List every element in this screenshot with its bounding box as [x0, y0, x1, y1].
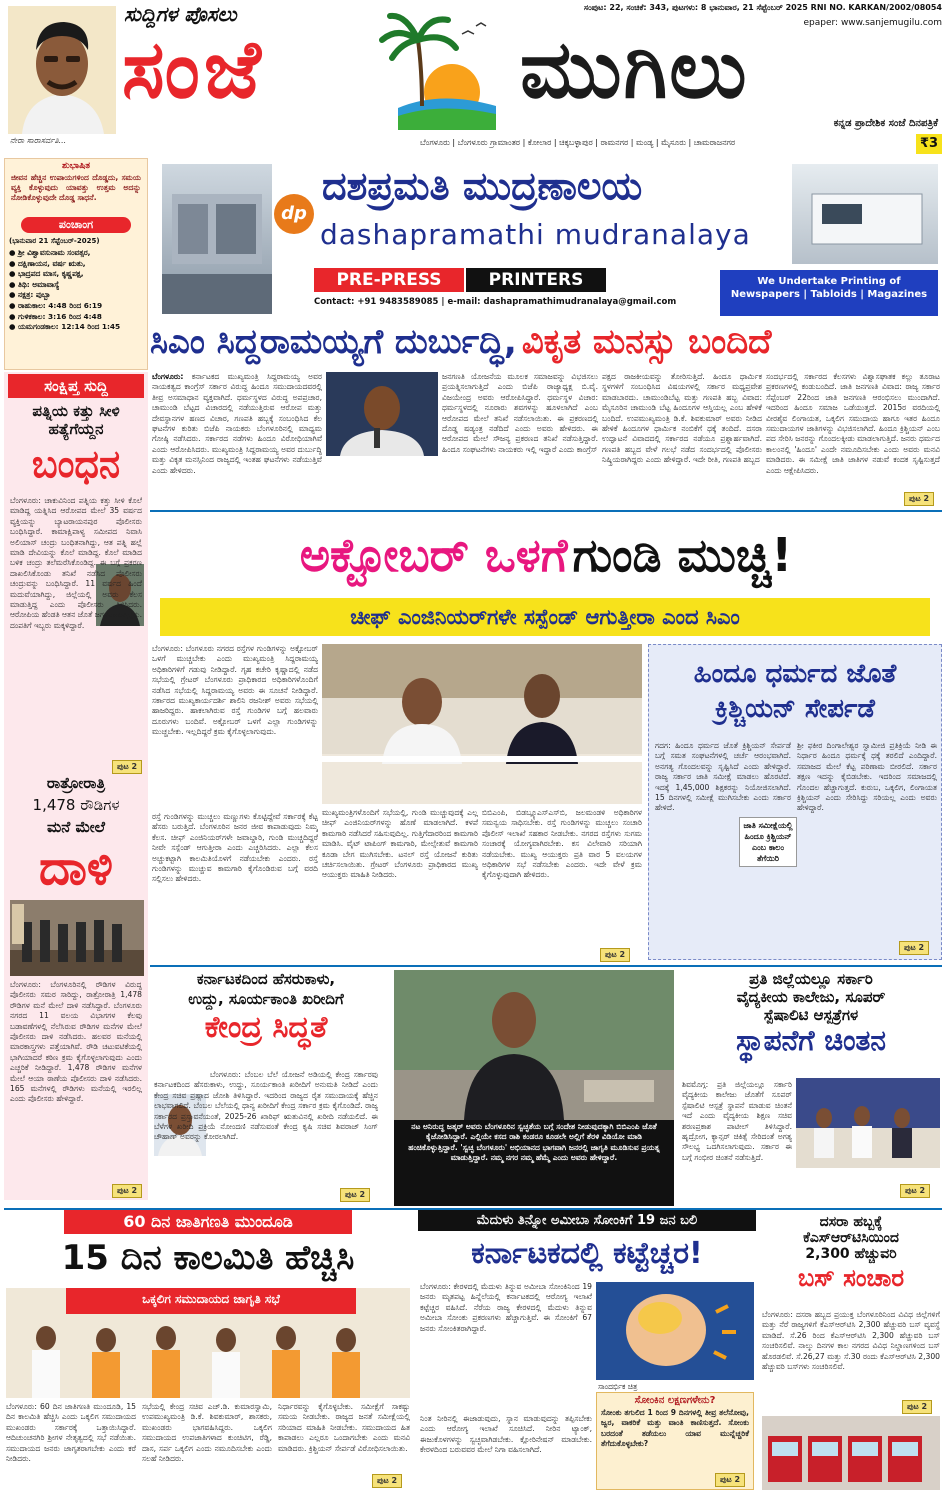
amoeba-col-2: ನಿಂತ ನೀರಿನಲ್ಲಿ ಈಜಾಡುವುದು, ಸ್ನಾನ ಮಾಡುವುದನ್ನು ತಪ್ಪಿಸಬೇಕು ಎಂದು ಆರೋಗ್ಯ ಇಲಾಖೆ ಸೂಚಿಸಿದೆ. ನೀರಿನ ಟ್ಯಾಂಕ್, ಈಜುಕೊಳಗಳನ್ನು ಸ್ವಚ್ಛವಾಗಿಡಬೇಕು. ಕ್ಲೋರಿನೇಷನ್ ಮಾಡಬೇಕು. ಕೇರಳದಿಂದ ಬರುವವರ ಮೇಲೆ ನಿಗಾ ವಹಿಸಲಾಗಿದೆ.	[420, 1414, 592, 1455]
dasara-story	[760, 1210, 942, 1491]
dasara-jump[interactable]: ಪುಟ 2	[902, 1400, 932, 1414]
panchanga-item: ● ಗುಳಿಕಕಾಲ: 3:16 ರಿಂದ 4:48	[9, 311, 102, 321]
ad-logo-dp: dp	[274, 194, 314, 234]
main-col-2: ರಸ್ತೆ ಗುಂಡಿಗಳನ್ನು ಮುಚ್ಚಲು ಮಣ್ಣುಗಳು ಕೊಟ್ಟಿದ್ದೇವೆ ಸರ್ಕಾರಕ್ಕೆ ಕೆಟ್ಟ ಹೆಸರು ಬರುತ್ತಿದೆ. ಬೆಂಗಳೂರಿನ ಜನರ ಜೀವ ಕಾಪಾಡುವುದು ನಿಮ್ಮ ಕೆಲಸ. ಚೀಫ್ ಎಂಜಿನಿಯರ್‌ಗಳೇ ಜವಾಬ್ದಾರಿ, ಗುಂಡಿ ಮುಚ್ಚದಿದ್ದರೆ ನೀವೇ ಸಸ್ಪೆಂಡ್ ಆಗುತ್ತೀರಾ ಎಂದು ಎಚ್ಚರಿಸಿದರು. ಎಲ್ಲಾ ಕೆಲಸ ಅಚ್ಚುಕಟ್ಟಾಗಿ ಕಾಲಮಿತಿಯೊಳಗೆ ನಡೆಯಬೇಕು ಎಂದರು. ರಸ್ತೆ ಗುಂಡಿಗಳನ್ನು ಮುಚ್ಚುವ ಕಾಮಗಾರಿ ಕೈಗೊಂಡಿರುವ ಬಗ್ಗೆ ವರದಿ ಸಲ್ಲಿಸಲು ಹೇಳಿದರು.	[152, 812, 318, 884]
christian-jump[interactable]: ಪುಟ 2	[899, 941, 929, 955]
epaper-link[interactable]: epaper: www.sanjemugilu.com	[803, 18, 942, 28]
issue-meta: ಸಂಪುಟ: 22, ಸಂಚಿಕೆ: 343, ಪುಟಗಳು: 8 ಭಾನುವಾರ, 21 ಸೆಪ್ಟೆಂಬರ್ 2025 RNI NO. KARKAN/2002/08054	[583, 3, 942, 12]
main-subhead: ಚೀಫ್ ಎಂಜಿನಿಯರ್‌ಗಳೇ ಸಸ್ಪೆಂಡ್ ಆಗುತ್ತೀರಾ ಎಂದ ಸಿಎಂ	[160, 598, 930, 636]
amoeba-banner: ಮೆದುಳು ತಿನ್ನೋ ಅಮೀಬಾ ಸೋಂಕಿಗೆ 19 ಜನ ಬಲಿ	[418, 1210, 756, 1231]
panchanga-list	[5, 248, 147, 333]
bus-photo	[762, 1416, 940, 1490]
lead-headline-b: ವಿಕೃತ ಮನಸ್ಸು ಬಂದಿದೆ	[521, 322, 772, 362]
brief-header: ಸಂಕ್ಷಿಪ್ತ ಸುದ್ದಿ	[8, 374, 144, 398]
masthead-title-left: ಸಂಜೆ	[122, 23, 265, 116]
census-photo	[6, 1288, 410, 1398]
dasara-text: ಬೆಂಗಳೂರು: ದಸರಾ ಹಬ್ಬದ ಪ್ರಯುಕ್ತ ಬೆಂಗಳೂರಿನಿಂದ ವಿವಿಧ ಜಿಲ್ಲೆಗಳಿಗೆ ಮತ್ತು ನೆರೆ ರಾಜ್ಯಗಳಿಗೆ ಕೆಎಸ್‌ಆರ್‌ಟಿಸಿ 2,300 ಹೆಚ್ಚುವರಿ ಬಸ್ ವ್ಯವಸ್ಥೆ ಮಾಡಿದೆ. ಸೆ.26 ರಿಂದ ಕೆಎಸ್‌ಆರ್‌ಟಿಸಿ 2,300 ಹೆಚ್ಚುವರಿ ಬಸ್ ಸಂಚರಿಸಲಿವೆ. ನಾಲ್ಕು ದಿನಗಳ ಕಾಲ ನಗರದ ವಿವಿಧ ನಿಲ್ದಾಣಗಳಿಂದ ಬಸ್ ಹೊರಡಲಿವೆ. ಸೆ.26,27 ಮತ್ತು ಸೆ.30 ರಂದು ಕೆಎಸ್‌ಆರ್‌ಟಿಸಿ 2,300 ಹೆಚ್ಚುವರಿ ಬಸ್‌ಗಳು ಸಂಚರಿಸಲಿವೆ.	[762, 1310, 940, 1372]
brief-s2-text: ಬೆಂಗಳೂರು: ಬೆಂಗಳೂರಿನಲ್ಲಿ ರೌಡಿಗಳ ವಿರುದ್ಧ ಪೊಲೀಸರು ಸಮರ ಸಾರಿದ್ದು, ರಾತ್ರೋರಾತ್ರಿ 1,478 ರೌಡಿಗಳ ಮನೆ ಮೇಲೆ ದಾಳಿ ನಡೆಸಿದ್ದಾರೆ. ಬೆಂಗಳೂರು ನಗರದ 11 ವಲಯ ವಿಭಾಗಗಳ ಕೆಲವು ಬಡಾವಣೆಗಳಲ್ಲಿ ನೆಲೆಸಿರುವ ರೌಡಿಗಳ ಮನೆಗಳ ಮೇಲೆ ಪೊಲೀಸರು ದಾಳಿ ನಡೆಸಿದರು. ಹಲವರ ಮನೆಯಲ್ಲಿ ಮಾರಕಾಸ್ತ್ರಗಳು ಪತ್ತೆಯಾಗಿವೆ. ರೌಡಿ ಚಟುವಟಿಕೆಯಲ್ಲಿ ಭಾಗಿಯಾದರೆ ಕಠಿಣ ಕ್ರಮ ಕೈಗೊಳ್ಳಲಾಗುವುದು ಎಂದು ಎಚ್ಚರಿಕೆ ನೀಡಿದ್ದಾರೆ. 1,478 ರೌಡಿಗಳ ಮನೆಗಳ ಮೇಲೆ ಆಯಾ ಠಾಣೆಯ ಪೊಲೀಸರು ದಾಳಿ ನಡೆಸಿದರು. 165 ಮನೆಗಳಲ್ಲಿ ರೌಡಿಗಳು ಮನೆಯಲ್ಲಿ ಇರಲಿಲ್ಲ ಎಂದು ಪೊಲೀಸರು ಹೇಳಿದ್ದಾರೆ.	[10, 980, 142, 1104]
masthead-tagline: ಸುದ್ದಿಗಳ ಪೊಸಲು	[124, 2, 237, 26]
brief-s1-head-a: ಪತ್ನಿಯ ಕತ್ತು ಸೀಳಿ	[32, 402, 120, 420]
christian-quote: ಜಾತಿ ಸಮೀಕ್ಷೆಯಲ್ಲಿ ಹಿಂದೂ ಕ್ರಿಶ್ಚಿಯನ್ ಎಂಬ ಕಾಲಂ ತೆಗೆಯಿರಿ	[739, 817, 797, 867]
divider	[150, 965, 942, 967]
brief-s1-jump[interactable]: ಪುಟ 2	[112, 760, 142, 774]
ad-machine-photo-right	[792, 164, 938, 264]
photo-story	[394, 970, 674, 1206]
centre-story	[150, 970, 382, 1206]
dasara-headline-c: 2,300 ಹೆಚ್ಚುವರಿ	[805, 1246, 897, 1262]
christian-headline-b: ಕ್ರಿಶ್ಚಿಯನ್ ಸೇರ್ಪಡೆ	[715, 694, 875, 724]
centre-headline-b: ಉದ್ದು, ಸೂರ್ಯಕಾಂತಿ ಖರೀದಿಗೆ	[188, 990, 344, 1008]
panchanga-date: (ಭಾನುವಾರ 21 ಸೆಪ್ಟೆಂಬರ್-2025)	[9, 237, 100, 245]
amoeba-headline: ಕರ್ನಾಟಕದಲ್ಲಿ ಕಟ್ಟೆಚ್ಚರ!	[471, 1236, 703, 1271]
ad-title-english: dashapramathi mudranalaya	[320, 218, 751, 251]
amoeba-illustration	[596, 1282, 754, 1380]
centre-headline-c: ಕೇಂದ್ರ ಸಿದ್ಧತೆ	[204, 1010, 328, 1045]
amoeba-col-1: ಬೆಂಗಳೂರು: ಕೇರಳದಲ್ಲಿ ಮೆದುಳು ತಿನ್ನುವ ಅಮೀಬಾ ಸೋಂಕಿನಿಂದ 19 ಜನರು ಮೃತಪಟ್ಟ ಹಿನ್ನೆಲೆಯಲ್ಲಿ ಕರ್ನಾಟಕದಲ್ಲಿ ಆರೋಗ್ಯ ಇಲಾಖೆ ಕಟ್ಟೆಚ್ಚರ ವಹಿಸಿದೆ. ನೆರೆಯ ರಾಜ್ಯ ಕೇರಳದಲ್ಲಿ ಮೆದುಳು ತಿನ್ನುವ ಅಮೀಬಾ ಸೋಂಕು ಪ್ರಕರಣಗಳು ಹೆಚ್ಚಾಗುತ್ತಿವೆ. ಈ ಸೋಂಕಿಗೆ 67 ಜನರು ಸೋಂಕಿತರಾಗಿದ್ದಾರೆ.	[420, 1282, 592, 1333]
brief-s1-head-b: ಹತ್ಯೆಗೆಯ್ದನ	[48, 420, 104, 438]
ad-machine-photo-left	[162, 164, 272, 314]
brief-s2-jump[interactable]: ಪುಟ 2	[112, 1184, 142, 1198]
centre-text: ಬೆಂಗಳೂರು: ಬೆಂಬಲ ಬೆಲೆ ಯೋಜನೆ ಅಡಿಯಲ್ಲಿ ಕೇಂದ್ರ ಸರ್ಕಾರವು ಕರ್ನಾಟಕದಿಂದ ಹೆಸರುಕಾಳು, ಉದ್ದು, ಸೂರ್ಯಕಾಂತಿ ಖರೀದಿಗೆ ಅನುಮತಿ ನೀಡಿದೆ ಎಂದು ಕೇಂದ್ರ ಸಚಿವ ಪ್ರಹ್ಲಾದ ಜೋಶಿ ತಿಳಿಸಿದ್ದಾರೆ. ಇದರಿಂದ ರಾಜ್ಯದ ರೈತ ಸಮುದಾಯಕ್ಕೆ ಹೆಚ್ಚಿನ ಲಾಭವಾಗಲಿದೆ. ಬೆಂಬಲ ಬೆಲೆಯಲ್ಲಿ ಧಾನ್ಯ ಖರೀದಿಗೆ ಕೇಂದ್ರ ಸರ್ಕಾರ ಕ್ರಮ ಕೈಗೊಂಡಿದೆ. ರಾಜ್ಯ ಸರ್ಕಾರದ ಪ್ರಸ್ತಾವನೆಯಂತೆ, 2025-26 ಖಾರಿಫ್ ಋತುವಿನಲ್ಲಿ ಖರೀದಿ ನಡೆಯಲಿದೆ. ಈ ಬೆಳೆಗಳ ಖರೀದಿ ಪ್ರಕ್ರಿಯೆ ನೋಂದಣಿ ನಡೆಸುವಂತೆ ಕೇಂದ್ರ ಕೃಷಿ ಸಚಿವ ಶಿವರಾಜ್ ಸಿಂಗ್ ಚೌಹಾಣ್ ಅವರನ್ನು ಕೋರಲಾಗಿದೆ.	[154, 1070, 378, 1142]
brief-s1-text: ಬೆಂಗಳೂರು: ಚಾಕುವಿನಿಂದ ಪತ್ನಿಯ ಕತ್ತು ಸೀಳಿ ಕೊಲೆ ಮಾಡಿದ್ದ ಯತ್ನಿಸಿದ ಆರೋಪದ ಮೇಲೆ 35 ವರ್ಷದ ವ್ಯಕ್ತಿಯನ್ನು ಬ್ಯಾಟರಾಯನಪುರ ಪೊಲೀಸರು ಬಂಧಿಸಿದ್ದಾರೆ. ಕಾಮಾಕ್ಷಿಪಾಳ್ಯ ಸಮೀಪದ ನಿವಾಸಿ ಅಲಿಯಾಸ್ ಚಂದ್ರು ಬಂಧಿತನಾಗಿದ್ದು, ಆತ ಪತ್ನಿ ಹಲ್ಲೆ ಮಾಡಿ ದೇವಿಯನ್ನು ಕೊಲೆ ಮಾಡಿದ್ದ. ಕೊಲೆ ಮಾಡಿದ ಬಳಿಕ ಚಂದ್ರು ತಲೆಮರೆಸಿಕೊಂಡಿದ್ದ. ಈ ಬಗ್ಗೆ ಪ್ರಕರಣ ದಾಖಲಿಸಿಕೊಂಡು ತನಿಖೆ ನಡೆಸಿದ ಪೊಲೀಸರು ಚಂದ್ರುವನ್ನು ಬಂಧಿಸಿದ್ದಾರೆ. 11 ವರ್ಷದ ಹಿಂದೆ ಮದುವೆಯಾಗಿದ್ದು, ಜಿಲ್ಲೆಯಲ್ಲಿ ಅವರು ಕೆಲಸ ಮಾಡುತ್ತಿದ್ದ ಎಂದು ಪೊಲೀಸರು ತಿಳಿಸಿದರು. ಆರೋಪಿಯ ಹೆಂಡತಿ ಆತನ ಜೊತೆ ಜಗಳವಾಡುತ್ತಿದ್ದರು. ದಂಪತಿಗೆ ಇಬ್ಬರು ಮಕ್ಕಳಿದ್ದಾರೆ.	[10, 496, 142, 630]
ad-title-kannada: ದಶಪ್ರಮತಿ ಮುದ್ರಣಾಲಯ	[322, 164, 643, 208]
main-headline-a: ಅಕ್ಟೋಬರ್ ಒಳಗೆ	[299, 528, 568, 582]
medical-jump[interactable]: ಪುಟ 2	[900, 1184, 930, 1198]
census-col-3: ನಿರ್ಧಾರವನ್ನು ಕೈಗೊಳ್ಳಬೇಕು. ಸಮೀಕ್ಷೆಗೆ ಸಾಕಷ್ಟು ಸಮಯ ನೀಡಬೇಕು. ರಾಜ್ಯದ ಜನತೆ ಸಮೀಕ್ಷೆಯಲ್ಲಿ ಸರಿಯಾದ ಮಾಹಿತಿ ನೀಡಬೇಕು. ಸಮುದಾಯದ ಹಿತ ಕಾಪಾಡಲು ಎಲ್ಲರೂ ಒಂದಾಗಬೇಕು ಎಂದು ಮನವಿ ಮಾಡಿದರು. ಕ್ರಿಶ್ಚಿಯನ್ ಸೇರ್ಪಡೆ ವಿರೋಧಿಸಲಾಯಿತು.	[278, 1402, 410, 1453]
ad-tag-printers: PRINTERS	[466, 268, 606, 292]
price-badge: ₹3	[916, 134, 942, 154]
dasara-headline-d: ಬಸ್ ಸಂಚಾರ	[797, 1264, 905, 1292]
dasara-headline-b: ಕೆಎಸ್‌ಆರ್‌ಟಿಸಿಯಿಂದ	[803, 1230, 899, 1246]
census-story	[4, 1210, 412, 1491]
symptoms-box	[596, 1392, 754, 1490]
brief-s2-head-b: 1,478 ರೌಡಿಗಳ	[32, 796, 120, 814]
masthead	[0, 0, 945, 158]
ad-blue-line2: Newspapers | Tabloids | Magazines	[730, 289, 928, 300]
medical-headline-c: ಸ್ಪೆಷಾಲಿಟಿ ಆಸ್ಪತ್ರೆಗಳ	[763, 1006, 859, 1024]
main-photo	[322, 644, 642, 804]
city-list: ಬೆಂಗಳೂರು | ಬೆಂಗಳೂರು ಗ್ರಾಮಾಂತರ | ಕೋಲಾರ | ಚಿಕ್ಕಬಳ್ಳಾಪುರ | ರಾಮನಗರ | ಮಂಡ್ಯ | ಮೈಸೂರು | ಚಾಮರಾಜನಗರ	[420, 138, 736, 147]
brief-s2-big: ದಾಳಿ	[38, 840, 114, 896]
lead-jump-badge[interactable]: ಪುಟ 2	[904, 492, 934, 506]
census-col-1: ಬೆಂಗಳೂರು: 60 ದಿನ ಜಾತಿಗಣತಿ ಮುಂದೂಡಿ, 15 ದಿನ ಕಾಲಮಿತಿ ಹೆಚ್ಚಿಸಿ ಎಂದು ಒಕ್ಕಲಿಗ ಸಮುದಾಯದ ಮುಖಂಡರು ಸರ್ಕಾರಕ್ಕೆ ಒತ್ತಾಯಿಸಿದ್ದಾರೆ. ಆದಿಚುಂಚನಗಿರಿ ಶ್ರೀಗಳ ನೇತೃತ್ವದಲ್ಲಿ ಸಭೆ ನಡೆಯಿತು. ಸಮುದಾಯದ ಜನರು ಜಾಗೃತರಾಗಬೇಕು ಎಂದು ಕರೆ ನೀಡಿದರು.	[6, 1402, 136, 1464]
brief-box	[4, 372, 148, 1200]
symptoms-heading: ಸೋಂಕಿನ ಲಕ್ಷಣಗಳೇನು?	[634, 1395, 716, 1406]
census-banner: 60 ದಿನ ಜಾತಿಗಣತಿ ಮುಂದೂಡಿ	[64, 1210, 352, 1234]
lead-col-2: ಜನಗಣತಿ ಯೋಜನೆಯ ಮೂಲಕ ಸಮಾಜವನ್ನು ವಿಭಜಿಸಲು ಪ್ರಯತ್ನಿಸಲಾಗುತ್ತಿದೆ ಎಂದು ಬಿಜೆಪಿ ರಾಜ್ಯಾಧ್ಯಕ್ಷ ಬಿ.ವೈ. ವಿಜಯೇಂದ್ರ ಅವರು ಆರೋಪಿಸಿದ್ದಾರೆ. ಧರ್ಮಸ್ಥಳ ವಿಚಾರ: ಧರ್ಮಸ್ಥಳದಲ್ಲಿ ನೂರಾರು ಶವಗಳನ್ನು ಹೂಳಲಾಗಿದೆ ಎಂಬ ಆರೋಪದ ಮೇಲೆ ತನಿಖೆ ನಡೆಸಲಾಯಿತು. ಈ ಪ್ರಕರಣದಲ್ಲಿ ದೊಡ್ಡ ಷಡ್ಯಂತ್ರ ನಡೆದಿದೆ ಎಂದು ಅವರು ಹೇಳಿದರು. ಈ ಆರೋಪದ ಮೇಲೆ ಸೌಜನ್ಯ ಪ್ರಕರಣದ ತನಿಖೆ ನಡೆಸುತ್ತಿದ್ದಾರೆ. ಹಿಂದೂ ಸಂಘಟನೆಗಳು ನಾಯಕರು ಇಲ್ಲಿ ಇದ್ದಾರೆ ಎಂದು ಕಾಂಗ್ರೆಸ್	[442, 372, 598, 454]
panchanga-item: ● ರಾಹುಕಾಲ: 4:48 ರಿಂದ 6:19	[9, 300, 103, 310]
masthead-subtitle: ಕನ್ನಡ ಪ್ರಾದೇಶಿಕ ಸಂಜೆ ದಿನಪತ್ರಿಕೆ	[833, 118, 938, 129]
centre-headline-a: ಕರ್ನಾಟಕದಿಂದ ಹೆಸರುಕಾಳು,	[196, 970, 336, 988]
ad-blue-line1: We Undertake Printing of	[757, 276, 901, 287]
ad-blue-box	[720, 270, 938, 316]
panchanga-item: ● ನಕ್ಷತ್ರ: ಪುಬ್ಬಾ	[9, 290, 51, 300]
panchanga-item: ● ಶ್ರೀ ವಿಶ್ವಾವಸುನಾಮ ಸಂವತ್ಸರ,	[9, 248, 91, 257]
christian-col-1: ಗದಗ: ಹಿಂದೂ ಧರ್ಮದ ಜೊತೆ ಕ್ರಿಶ್ಚಿಯನ್ ಸೇರ್ಪಡೆ ಬಗ್ಗೆ ಸಮತ ಸಂಘಟನೆಗಳಲ್ಲಿ ಚರ್ಚೆ ಆರಂಭವಾಗಿದೆ. ಅನಗತ್ಯ ಗೊಂದಲವನ್ನು ಸೃಷ್ಟಿಸಿದೆ ಎಂದು ಹೇಳಿದ್ದಾರೆ. ರಾಜ್ಯ ಸರ್ಕಾರ ಜಾತಿ ಸಮೀಕ್ಷೆ ಮಾಡಲು ಹೊರಟಿದೆ. ಇದಕ್ಕೆ 1,45,000 ಶಿಕ್ಷಕರನ್ನು ನಿಯೋಜಿಸಲಾಗಿದೆ. 15 ದಿನಗಳಲ್ಲಿ ಸಮೀಕ್ಷೆ ಮುಗಿಸಬೇಕು ಎಂದು ಸರ್ಕಾರ ಹೇಳಿದೆ.	[655, 741, 791, 813]
medical-headline-d: ಸ್ಥಾಪನೆಗೆ ಚಿಂತನ	[736, 1024, 886, 1057]
main-col-3: ಮುಖ್ಯಮಂತ್ರಿಗಳೊಂದಿಗೆ ಸಭೆಯಲ್ಲಿ, ಗುಂಡಿ ಮುಚ್ಚುವುದಕ್ಕೆ ಎಲ್ಲ ಚೀಫ್ ಎಂಜಿನಿಯರ್‌ಗಳನ್ನು ಹೊಣೆ ಮಾಡಲಾಗಿದೆ. ಕಳಪೆ ಕಾಮಗಾರಿ ನಡೆಸಿದರೆ ಸಹಿಸುವುದಿಲ್ಲ. ಗುತ್ತಿಗೆದಾರರಿಂದ ಕಾಮಗಾರಿ ಮಾಡಿಸಿ. ವೈಟ್ ಟಾಪಿಂಗ್ ಕಾಮಗಾರಿ, ಮೇಲ್ಸೇತುವೆ ಕಾಮಗಾರಿ ಕೂಡಾ ಬೇಗ ಮುಗಿಸಬೇಕು. ಟನಲ್ ರಸ್ತೆ ಯೋಜನೆ ಕುರಿತು ಚರ್ಚಿಸಲಾಯಿತು. ಗ್ರೇಟರ್ ಬೆಂಗಳೂರು ಪ್ರಾಧಿಕಾರದ ಮುಖ್ಯ ಆಯುಕ್ತರು ಮಾಹಿತಿ ನೀಡಿದರು.	[322, 808, 478, 880]
amoeba-jump[interactable]: ಪುಟ 2	[715, 1473, 745, 1487]
amoeba-caption: ಸಾಂದರ್ಭಿಕ ಚಿತ್ರ	[598, 1382, 638, 1391]
panchanga-item: ● ಯಮಗಂಡಕಾಲ: 12:14 ರಿಂದ 1:45	[9, 322, 121, 332]
brief-s2-head-c: ಮನೆ ಮೇಲೆ	[47, 818, 105, 836]
actor-photo	[394, 970, 674, 1120]
panchanga-item: ● ಭಾದ್ರಪದ ಮಾಸ, ಕೃಷ್ಣಪಕ್ಷ,	[9, 269, 84, 279]
divider	[150, 510, 942, 512]
signature: ನೇರಾ ಸಾರಾಸರ್ವತಿ...	[10, 136, 67, 145]
brief-s2-photo	[10, 900, 144, 976]
photo-caption: ನಟ ಅನಿರುದ್ಧ ಜತ್ಕರ್ ಅವರು ಬೆಂಗಳೂರಿನ ಸ್ವಚ್ಛತೆಯ ಬಗ್ಗೆ ಸಂದೇಶ ನೀಡುವುದಕ್ಕಾಗಿ ಬಿಬಿಎಂಪಿ ಜೊತೆ ಕೈಜೋಡಿಸಿದ್ದಾರೆ. ಎಲ್ಲಿಯೇ ಕಸದ ರಾಶಿ ಕಂಡರೂ ಕೂಡಲೇ ಅಲ್ಲಿಗೆ ತೆರಳಿ ವಿಡಿಯೋ ಮಾಡಿ ಹಂಚಿಕೊಳ್ಳುತ್ತಿದ್ದಾರೆ. 'ಸ್ವಚ್ಛ ಬೆಂಗಳೂರು' ಅಭಿಯಾನದ ಭಾಗವಾಗಿ ಜನರಲ್ಲಿ ಜಾಗೃತಿ ಮೂಡಿಸುವ ಪ್ರಯತ್ನ ಮಾಡುತ್ತಿದ್ದಾರೆ. ನಮ್ಮ ನಗರ ನಮ್ಮ ಹೆಮ್ಮೆ ಎಂದು ಅವರು ಹೇಳಿದ್ದಾರೆ.	[408, 1122, 660, 1163]
panchanga-item: ● ತಿಥಿ: ಅಮಾವಾಸ್ಯೆ	[9, 279, 60, 289]
lead-col-1: ಬೆಂಗಳೂರು: ಕರ್ನಾಟಕದ ಮುಖ್ಯಮಂತ್ರಿ ಸಿದ್ದರಾಮಯ್ಯ ಅವರ ನಾಯಕತ್ವದ ಕಾಂಗ್ರೆಸ್ ಸರ್ಕಾರ ವಿರುದ್ಧ ಹಿಂದೂ ಸಮುದಾಯದವರಲ್ಲಿ ತೀವ್ರ ಅಸಮಾಧಾನ ವ್ಯಕ್ತವಾಗಿದೆ. ಧರ್ಮಸ್ಥಳದ ವಿರುದ್ಧ ಅಪಪ್ರಚಾರ, ಚಾಮುಂಡಿ ಬೆಟ್ಟದ ವಿಚಾರದಲ್ಲಿ ನಡೆಯುತ್ತಿರುವ ಆರೋಪ ಮತ್ತು ದೇವಸ್ಥಾನಗಳ ಹಣದ ವಿಚಾರ, ಗಣಪತಿ ಹಬ್ಬಕ್ಕೆ ಸಂಬಂಧಿಸಿದ ಕೆಲ ಘಟನೆಗಳ ಕುರಿತು ಬಿಜೆಪಿ ನಾಯಕರು ಬೆಂಗಳೂರಿನಲ್ಲಿ ಮಾಧ್ಯಮ ಗೋಷ್ಠಿ ನಡೆಸಿದರು. ಸರ್ಕಾರದ ನಡೆಗಳು ಹಿಂದೂ ವಿರೋಧಿಯಾಗಿವೆ ಎಂದು ಆರೋಪಿಸಿದರು. ಮುಖ್ಯಮಂತ್ರಿ ಸಿದ್ದರಾಮಯ್ಯ ಅವರ ದುರ್ಬುದ್ಧಿ ಮತ್ತು ವಿಕೃತ ಮನಸ್ಸಿನಿಂದ ರಾಜ್ಯದಲ್ಲಿ ಇಂತಹ ಘಟನೆಗಳು ನಡೆಯುತ್ತಿವೆ ಎಂದು ಹೇಳಿದರು.	[152, 372, 322, 475]
main-col-1: ಬೆಂಗಳೂರು: ಬೆಂಗಳೂರು ನಗರದ ರಸ್ತೆಗಳ ಗುಂಡಿಗಳನ್ನು ಅಕ್ಟೋಬರ್ ಒಳಗೆ ಮುಚ್ಚಬೇಕು ಎಂದು ಮುಖ್ಯಮಂತ್ರಿ ಸಿದ್ದರಾಮಯ್ಯ ಅಧಿಕಾರಿಗಳಿಗೆ ಗಡುವು ನೀಡಿದ್ದಾರೆ. ಗೃಹ ಕಚೇರಿ ಕೃಷ್ಣಾದಲ್ಲಿ ನಡೆದ ಸಭೆಯಲ್ಲಿ ಗ್ರೇಟರ್ ಬೆಂಗಳೂರು ಪ್ರಾಧಿಕಾರದ ಅಧಿಕಾರಿಗಳೊಂದಿಗೆ ನಡೆಸಿದ ಸಭೆಯಲ್ಲಿ ಸಿದ್ದರಾಮಯ್ಯ ಅವರು ಈ ಸೂಚನೆ ನೀಡಿದ್ದಾರೆ. ಸರ್ಕಾರದ ಮುಖ್ಯಕಾರ್ಯದರ್ಶಿ ಶಾಲಿನಿ ರಜನೀಶ್ ಅವರು ಸಭೆಯಲ್ಲಿ ಹಾಜರಿದ್ದರು. ಹಾಕಲಾಗಿರುವ ರಸ್ತೆ ಗುಂಡಿಗಳ ಬಗ್ಗೆ ಹಲವಾರು ದೂರುಗಳು ಬಂದಿವೆ. ಅಕ್ಟೋಬರ್ ಒಳಗೆ ಎಲ್ಲಾ ಗುಂಡಿಗಳನ್ನು ಮುಚ್ಚಬೇಕು. ಇಲ್ಲದಿದ್ದರೆ ಕ್ರಮ ಕೈಗೊಳ್ಳಲಾಗುವುದು.	[152, 644, 318, 737]
lead-photo	[326, 372, 438, 456]
lead-col-3: ಪಕ್ಷದ ರಾಜಕೀಯವನ್ನು ತೋರಿಸುತ್ತಿದೆ. ಹಿಂದೂ ಧಾರ್ಮಿಕ ಸ್ಥಳಗಳಿಗೆ ಸಂಬಂಧಿಸಿದ ವಿಷಯಗಳಲ್ಲಿ ಸರ್ಕಾರ ಮಧ್ಯಪ್ರವೇಶ ಮಾಡಬಾರದು. ಚಾಮುಂಡಿಬೆಟ್ಟ ಮತ್ತು ಗಣಪತಿ ಹಬ್ಬ ವಿವಾದ: ಮೈಸೂರಿನ ಚಾಮುಂಡಿ ಬೆಟ್ಟ ಹಿಂದೂಗಳ ಆಸ್ತಿಯಲ್ಲ ಎಂಬ ಹೇಳಿಕೆ ಬಂದಿದೆ. ಉಪಮುಖ್ಯಮಂತ್ರಿ ಡಿ.ಕೆ. ಶಿವಕುಮಾರ್ ಅವರು ನೀಡಿದ ಹೇಳಿಕೆ ಹಿಂದೂಗಳ ಧಾರ್ಮಿಕ ನಂಬಿಕೆಗೆ ಧಕ್ಕೆ ತಂದಿದೆ. ದಸರಾ ಉದ್ಘಾಟನೆ ವಿವಾದದಲ್ಲಿ ಸರ್ಕಾರದ ನಡೆಯೂ ಪ್ರಶ್ನಾರ್ಹವಾಗಿದೆ. ಗಣಪತಿ ಹಬ್ಬದ ವೇಳೆ ಗಲಭೆ ನಡೆದ ಸಂದರ್ಭದಲ್ಲಿ ಪೊಲೀಸರು ನಿಷ್ಕ್ರಿಯರಾಗಿದ್ದರು ಎಂದು ಹೇಳಿದ್ದಾರೆ. ಇದೇ ರೀತಿ, ಗಣಪತಿ ಹಬ್ಬದ	[602, 372, 762, 465]
lead-headline	[150, 322, 942, 368]
panchanga-heading: ಪಂಚಾಂಗ	[21, 217, 131, 233]
census-col-2: ಸಭೆಯಲ್ಲಿ ಕೇಂದ್ರ ಸಚಿವ ಎಚ್.ಡಿ. ಕುಮಾರಸ್ವಾಮಿ, ಉಪಮುಖ್ಯಮಂತ್ರಿ ಡಿ.ಕೆ. ಶಿವಕುಮಾರ್, ಶಾಸಕರು, ಮುಖಂಡರು ಭಾಗವಹಿಸಿದ್ದರು. ಒಕ್ಕಲಿಗ ಸಮುದಾಯದ ಉಪಜಾತಿಗಳಾದ ಕುಂಚಿಟಿಗ, ರೆಡ್ಡಿ, ದಾಸ, ಸರ್ಪ ಒಕ್ಕಲಿಗ ಎಂದು ನಮೂದಿಸಬೇಕು ಎಂದು ಸಲಹೆ ನೀಡಿದರು.	[142, 1402, 272, 1464]
medical-headline-b: ವೈದ್ಯಕೀಯ ಕಾಲೇಜು, ಸೂಪರ್	[736, 988, 886, 1006]
shubhashita-box	[4, 158, 148, 370]
census-headline: 15 ದಿನ ಕಾಲಮಿತಿ ಹೆಚ್ಚಿಸಿ	[61, 1238, 355, 1278]
brief-s2-head-a: ರಾತ್ರೋರಾತ್ರಿ	[46, 774, 106, 792]
lead-col-4: ಸಂದರ್ಭದಲ್ಲಿ ಸರ್ಕಾರದ ಕೆಲಸಗಳು ವಿಶ್ವಾಸಘಾತಕ ಕಲ್ಲು ತೂರಾಟ ಪ್ರಕರಣಗಳಲ್ಲಿ ಕಂಡುಬಂದಿದೆ. ಜಾತಿ ಜನಗಣತಿ ವಿವಾದ: ರಾಜ್ಯ ಸರ್ಕಾರ ಸೆಪ್ಟೆಂಬರ್ 22ರಿಂದ ಜಾತಿ ಜನಗಣತಿ ಆರಂಭಿಸಲು ಮುಂದಾಗಿದೆ. ಇದರಿಂದ ಹಿಂದೂ ಸಮಾಜ ಒಡೆಯುತ್ತದೆ. 2015ರ ವರದಿಯಲ್ಲಿ ವೀರಶೈವ ಲಿಂಗಾಯತ, ಒಕ್ಕಲಿಗ ಸಮುದಾಯ ಹಾಗೂ ಇತರ ಹಿಂದೂ ಸಮುದಾಯಗಳ ಜಾತಿಗಳನ್ನು ವಿಭಜಿಸಲಾಗಿದೆ. ಹಿಂದೂ ಕ್ರಿಶ್ಚಿಯನ್ ಎಂಬ ಪದ ಸೇರಿಸಿ ಜನರನ್ನು ಗೊಂದಲಕ್ಕೀಡು ಮಾಡಲಾಗುತ್ತಿದೆ. ಜನರು ಧರ್ಮದ ಕಾಲಂನಲ್ಲಿ 'ಹಿಂದೂ' ಎಂದೇ ನಮೂದಿಸಬೇಕು ಎಂದು ಅವರು ಮನವಿ ಮಾಡಿದರು. ಈ ಸಮೀಕ್ಷೆ ಜಾತಿ ಜಾತಿಗಳ ನಡುವೆ ಕಂದಕ ಸೃಷ್ಟಿಸುತ್ತದೆ ಎಂದು ಆಕ್ಷೇಪಿಸಿದರು.	[766, 372, 940, 475]
census-photo-banner: ಒಕ್ಕಲಿಗ ಸಮುದಾಯದ ಜಾಗೃತಿ ಸಭೆ	[142, 1292, 280, 1306]
christian-headline-a: ಹಿಂದೂ ಧರ್ಮದ ಜೊತೆ	[693, 659, 897, 689]
brief-s1-big: ಬಂಧನ	[31, 442, 121, 486]
main-headline-b: ಗುಂಡಿ ಮುಚ್ಚಿ!	[572, 528, 793, 582]
lead-headline-a: ಸಿಎಂ ಸಿದ್ದರಾಮಯ್ಯಗೆ ದುರ್ಬುದ್ಧಿ,	[150, 322, 517, 362]
census-jump[interactable]: ಪುಟ 2	[372, 1474, 402, 1488]
panchanga-item: ● ದಕ್ಷಿಣಾಯನ, ವರ್ಷ ಋತು,	[9, 258, 86, 268]
sun-palm-logo	[378, 10, 502, 134]
dasara-headline-a: ದಸರಾ ಹಬ್ಬಕ್ಕೆ	[819, 1214, 883, 1230]
main-headline	[150, 516, 942, 594]
ad-contact: Contact: +91 9483589085 | e-mail: dashapramathimudranalaya@gmail.com	[314, 297, 677, 307]
centre-jump[interactable]: ಪುಟ 2	[340, 1188, 370, 1202]
printing-ad	[152, 158, 942, 320]
shubhashita-heading: ಶುಭಾಷಿತ	[61, 161, 90, 171]
medical-text: ಶಿವಮೊಗ್ಗ: ಪ್ರತಿ ಜಿಲ್ಲೆಯಲ್ಲೂ ಸರ್ಕಾರಿ ವೈದ್ಯಕೀಯ ಕಾಲೇಜು ಜೊತೆಗೆ ಸೂಪರ್ ಸ್ಪೆಷಾಲಿಟಿ ಆಸ್ಪತ್ರೆ ಸ್ಥಾಪನೆ ಮಾಡುವ ಚಿಂತನೆ ಇದೆ ಎಂದು ವೈದ್ಯಕೀಯ ಶಿಕ್ಷಣ ಸಚಿವ ಶರಣಪ್ರಕಾಶ ಪಾಟೀಲ್ ತಿಳಿಸಿದ್ದಾರೆ. ಹೃದ್ರೋಗ, ಕ್ಯಾನ್ಸರ್ ಚಿಕಿತ್ಸೆ ಸೇರಿದಂತೆ ಅಗತ್ಯ ಸೌಲಭ್ಯ ಒದಗಿಸಲಾಗುವುದು. ಸರ್ಕಾರ ಈ ಬಗ್ಗೆ ಗಂಭೀರ ಚಿಂತನೆ ನಡೆಸುತ್ತಿದೆ.	[682, 1080, 792, 1162]
amoeba-story	[418, 1210, 756, 1491]
christian-box	[648, 644, 942, 960]
christian-col-2: ಶ್ರೀ ಫಕೀರ ದಿಂಗಾಲೇಶ್ವರ ಸ್ವಾಮೀಜಿ ಪ್ರತಿಕ್ರಿಯೆ ನೀಡಿ ಈ ನಿರ್ಧಾರ ಹಿಂದೂ ಧರ್ಮಕ್ಕೆ ಧಕ್ಕೆ ತರಲಿದೆ ಎಂದಿದ್ದಾರೆ. ಸಮಾಜದ ಮೇಲೆ ಕೆಟ್ಟ ಪರಿಣಾಮ ಬೀರಲಿದೆ. ಸರ್ಕಾರ ತಕ್ಷಣ ಇದನ್ನು ಕೈಬಿಡಬೇಕು. ಇದರಿಂದ ಸಮಾಜದಲ್ಲಿ ಗೊಂದಲ ಹೆಚ್ಚಾಗುತ್ತದೆ. ಕುರುಬ, ಒಕ್ಕಲಿಗ, ಲಿಂಗಾಯತ ಕ್ರಿಶ್ಚಿಯನ್ ಎಂದು ಸೇರಿಸಿದ್ದು ಸರಿಯಲ್ಲ ಎಂದು ಅವರು ಹೇಳಿದ್ದಾರೆ.	[797, 741, 937, 813]
masthead-title-right: ಮುಗಿಲು	[520, 23, 749, 116]
main-jump-badge[interactable]: ಪುಟ 2	[600, 948, 630, 962]
medical-photo	[796, 1078, 940, 1168]
editor-photo	[8, 6, 116, 134]
medical-headline-a: ಪ್ರತಿ ಜಿಲ್ಲೆಯಲ್ಲೂ ಸರ್ಕಾರಿ	[749, 970, 873, 988]
symptoms-text: ಸೋಂಕು ತಗುಲಿದ 1 ರಿಂದ 9 ದಿನಗಳಲ್ಲಿ ತೀವ್ರ ತಲೆನೋವು, ಜ್ವರ, ವಾಕರಿಕೆ ಮತ್ತು ವಾಂತಿ ಕಾಣಿಸುತ್ತದೆ. ಸೋಂಕು ಬರದಂತೆ ತಡೆಯಲು ಯಾವ ಮುನ್ನೆಚ್ಚರಿಕೆ ತೆಗೆದುಕೊಳ್ಳಬೇಕು?	[601, 1408, 749, 1449]
ad-tag-prepress: PRE-PRESS	[314, 268, 464, 292]
main-col-4: ಬಿಬಿಎಂಪಿ, ಬಿಡಬ್ಲ್ಯೂಎಸ್ಎಸ್‌ಬಿ, ಜಲಮಂಡಳಿ ಅಧಿಕಾರಿಗಳ ಸಮನ್ವಯ ಸಾಧಿಸಬೇಕು. ರಸ್ತೆ ಗುಂಡಿಗಳನ್ನು ಮುಚ್ಚಲು ಸಂಚಾರಿ ಪೊಲೀಸ್ ಇಲಾಖೆ ಸಹಕಾರ ನೀಡಬೇಕು. ನಗರದ ರಸ್ತೆಗಳು ಸುಗಮ ಸಂಚಾರಕ್ಕೆ ಯೋಗ್ಯವಾಗಿರಬೇಕು. ಕಸ ವಿಲೇವಾರಿ ಸರಿಯಾಗಿ ನಡೆಯಬೇಕು. ಮುಖ್ಯ ಆಯುಕ್ತರು ಪ್ರತಿ ವಾರ 5 ವಲಯಗಳ ಅಧಿಕಾರಿಗಳ ಸಭೆ ನಡೆಸಬೇಕು ಎಂದರು. ಇದೇ ವೇಳೆ ಕ್ರಮ ಕೈಗೊಳ್ಳುವುದಾಗಿ ಹೇಳಿದರು.	[482, 808, 642, 880]
shubhashita-text: ಜೀವನ ಹೆಚ್ಚಿನ ಉಪಾಯಗಳಿಂದ ದೊಡ್ಡದು, ಸಮಯ ವ್ಯಕ್ತಿ ಕೊಳ್ಳುವುದು ಯಾವತ್ತು ಉತ್ತಮ ಅದನ್ನು ನೋಡಿಕೊಳ್ಳುವುದೇ ದೊಡ್ಡ ಸಾಧನೆ.	[11, 173, 141, 202]
medical-story	[680, 970, 942, 1206]
